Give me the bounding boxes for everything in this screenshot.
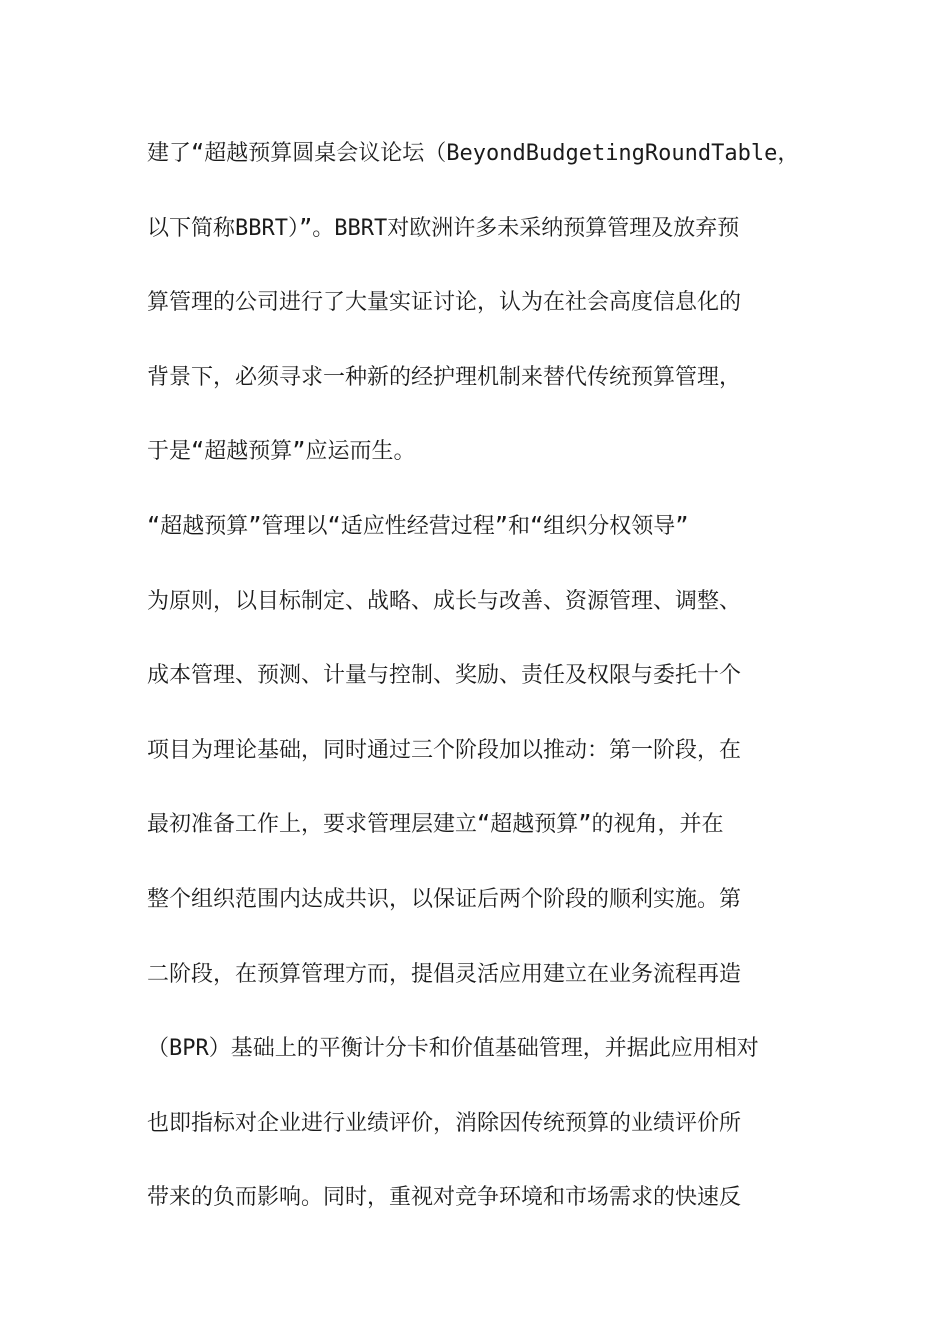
text-line-3: 算管理的公司进行了大量实证讨论，认为在社会高度信息化的 — [147, 290, 742, 316]
text-line-14: 也即指标对企业进行业绩评价，消除因传统预算的业绩评价所 — [147, 1110, 742, 1136]
text-line-10: 最初准备工作上，要求管理层建立“超越预算”的视角，并在 — [147, 812, 724, 838]
text-line-2: 以下简称BBRT）”。BBRT对欧洲许多未采纳预算管理及放弃预 — [147, 215, 740, 241]
text-line-6: “超越预算”管理以“适应性经营过程”和“组织分权领导” — [147, 513, 689, 539]
body-text — [147, 131, 807, 1250]
text-line-15: 带来的负而影响。同时，重视对竞争环境和市场需求的快速反 — [147, 1185, 742, 1211]
text-line-5: 于是“超越预算”应运而生。 — [147, 439, 416, 465]
text-line-13: （BPR）基础上的平衡计分卡和价值基础管理，并据此应用相对 — [147, 1036, 759, 1062]
text-line-4: 背景下，必须寻求一种新的经护理机制来替代传统预算管理， — [147, 364, 742, 390]
text-line-8: 成本管理、预测、计量与控制、奖励、责任及权限与委托十个 — [147, 663, 742, 689]
text-line-1: 建了“超越预算圆桌会议论坛（BeyondBudgetingRoundTable， — [147, 141, 800, 166]
text-line-9: 项目为理论基础，同时通过三个阶段加以推动：第一阶段，在 — [147, 737, 742, 763]
text-line-11: 整个组织范围内达成共识，以保证后两个阶段的顺利实施。第 — [147, 886, 742, 912]
text-line-7: 为原则，以目标制定、战略、成长与改善、资源管理、调整、 — [147, 588, 742, 614]
text-line-12: 二阶段，在预算管理方而，提倡灵活应用建立在业务流程再造 — [147, 961, 742, 987]
